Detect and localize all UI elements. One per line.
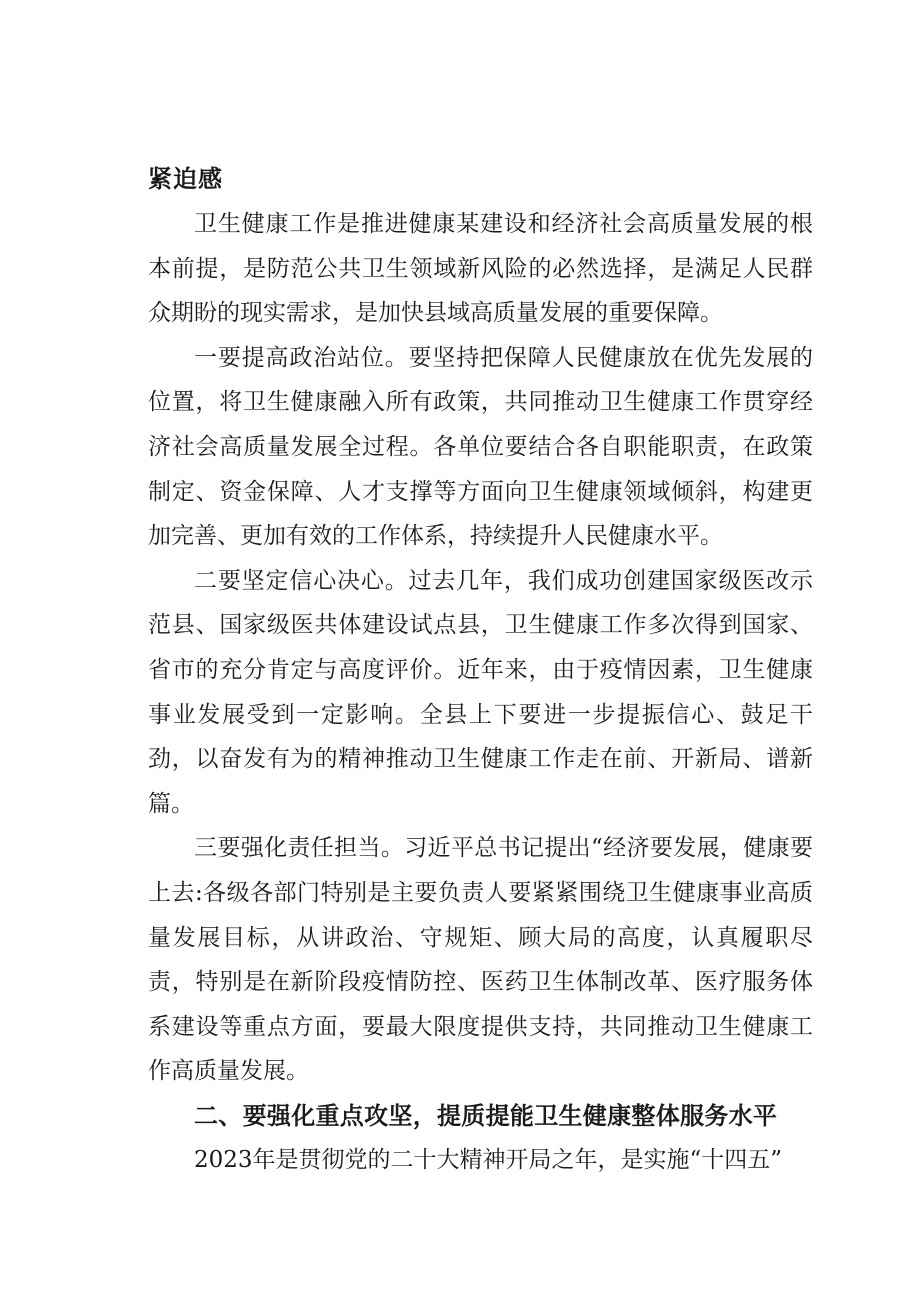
paragraph-2023: 2023年是贯彻党的二十大精神开局之年，是实施“十四五” bbox=[194, 1146, 783, 1173]
paragraph-political-stance: 一要提高政治站位。要坚持把保障人民健康放在优先发展的位置，将卫生健康融入所有政策，共同推动卫生健康工作贯穿经济社会高质量发展全过程。各单位要结合各自职能职责，在政策制定、资金保障、人才支撑等方面向卫生健康领域倾斜，构建更加完善、更加有效的工作体系，持续提升人民健康水平。 bbox=[148, 344, 813, 550]
paragraph-responsibility: 三要强化责任担当。习近平总书记提出“经济要发展，健康要上去:各级各部门特别是主要负责人要紧紧围绕卫生健康事业高质量发展目标，从讲政治、守规矩、顾大局的高度，认真履职尽责，特别是在新阶段疫情防控、医药卫生体制改革、医疗服务体系建设等重点方面，要最大限度提供支持，共同推动卫生健康工作高质量发展。 bbox=[148, 835, 813, 1085]
paragraph-confidence: 二要坚定信心决心。过去几年，我们成功创建国家级医改示范县、国家级医共体建设试点县，卫生健康工作多次得到国家、省市的充分肯定与高度评价。近年来，由于疫情因素，卫生健康事业发展受到一定影响。全县上下要进一步提振信心、鼓足干劲，以奋发有为的精神推动卫生健康工作走在前、开新局、谱新篇。 bbox=[148, 567, 813, 817]
continued-heading: 紧迫感 bbox=[148, 165, 223, 193]
document-body bbox=[148, 160, 813, 1182]
section-title: 二、要强化重点攻坚，提质提能卫生健康整体服务水平 bbox=[194, 1101, 778, 1130]
paragraph-intro: 卫生健康工作是推进健康某建设和经济社会高质量发展的根本前提，是防范公共卫生领域新风险的必然选择，是满足人民群众期盼的现实需求，是加快县域高质量发展的重要保障。 bbox=[148, 211, 813, 327]
